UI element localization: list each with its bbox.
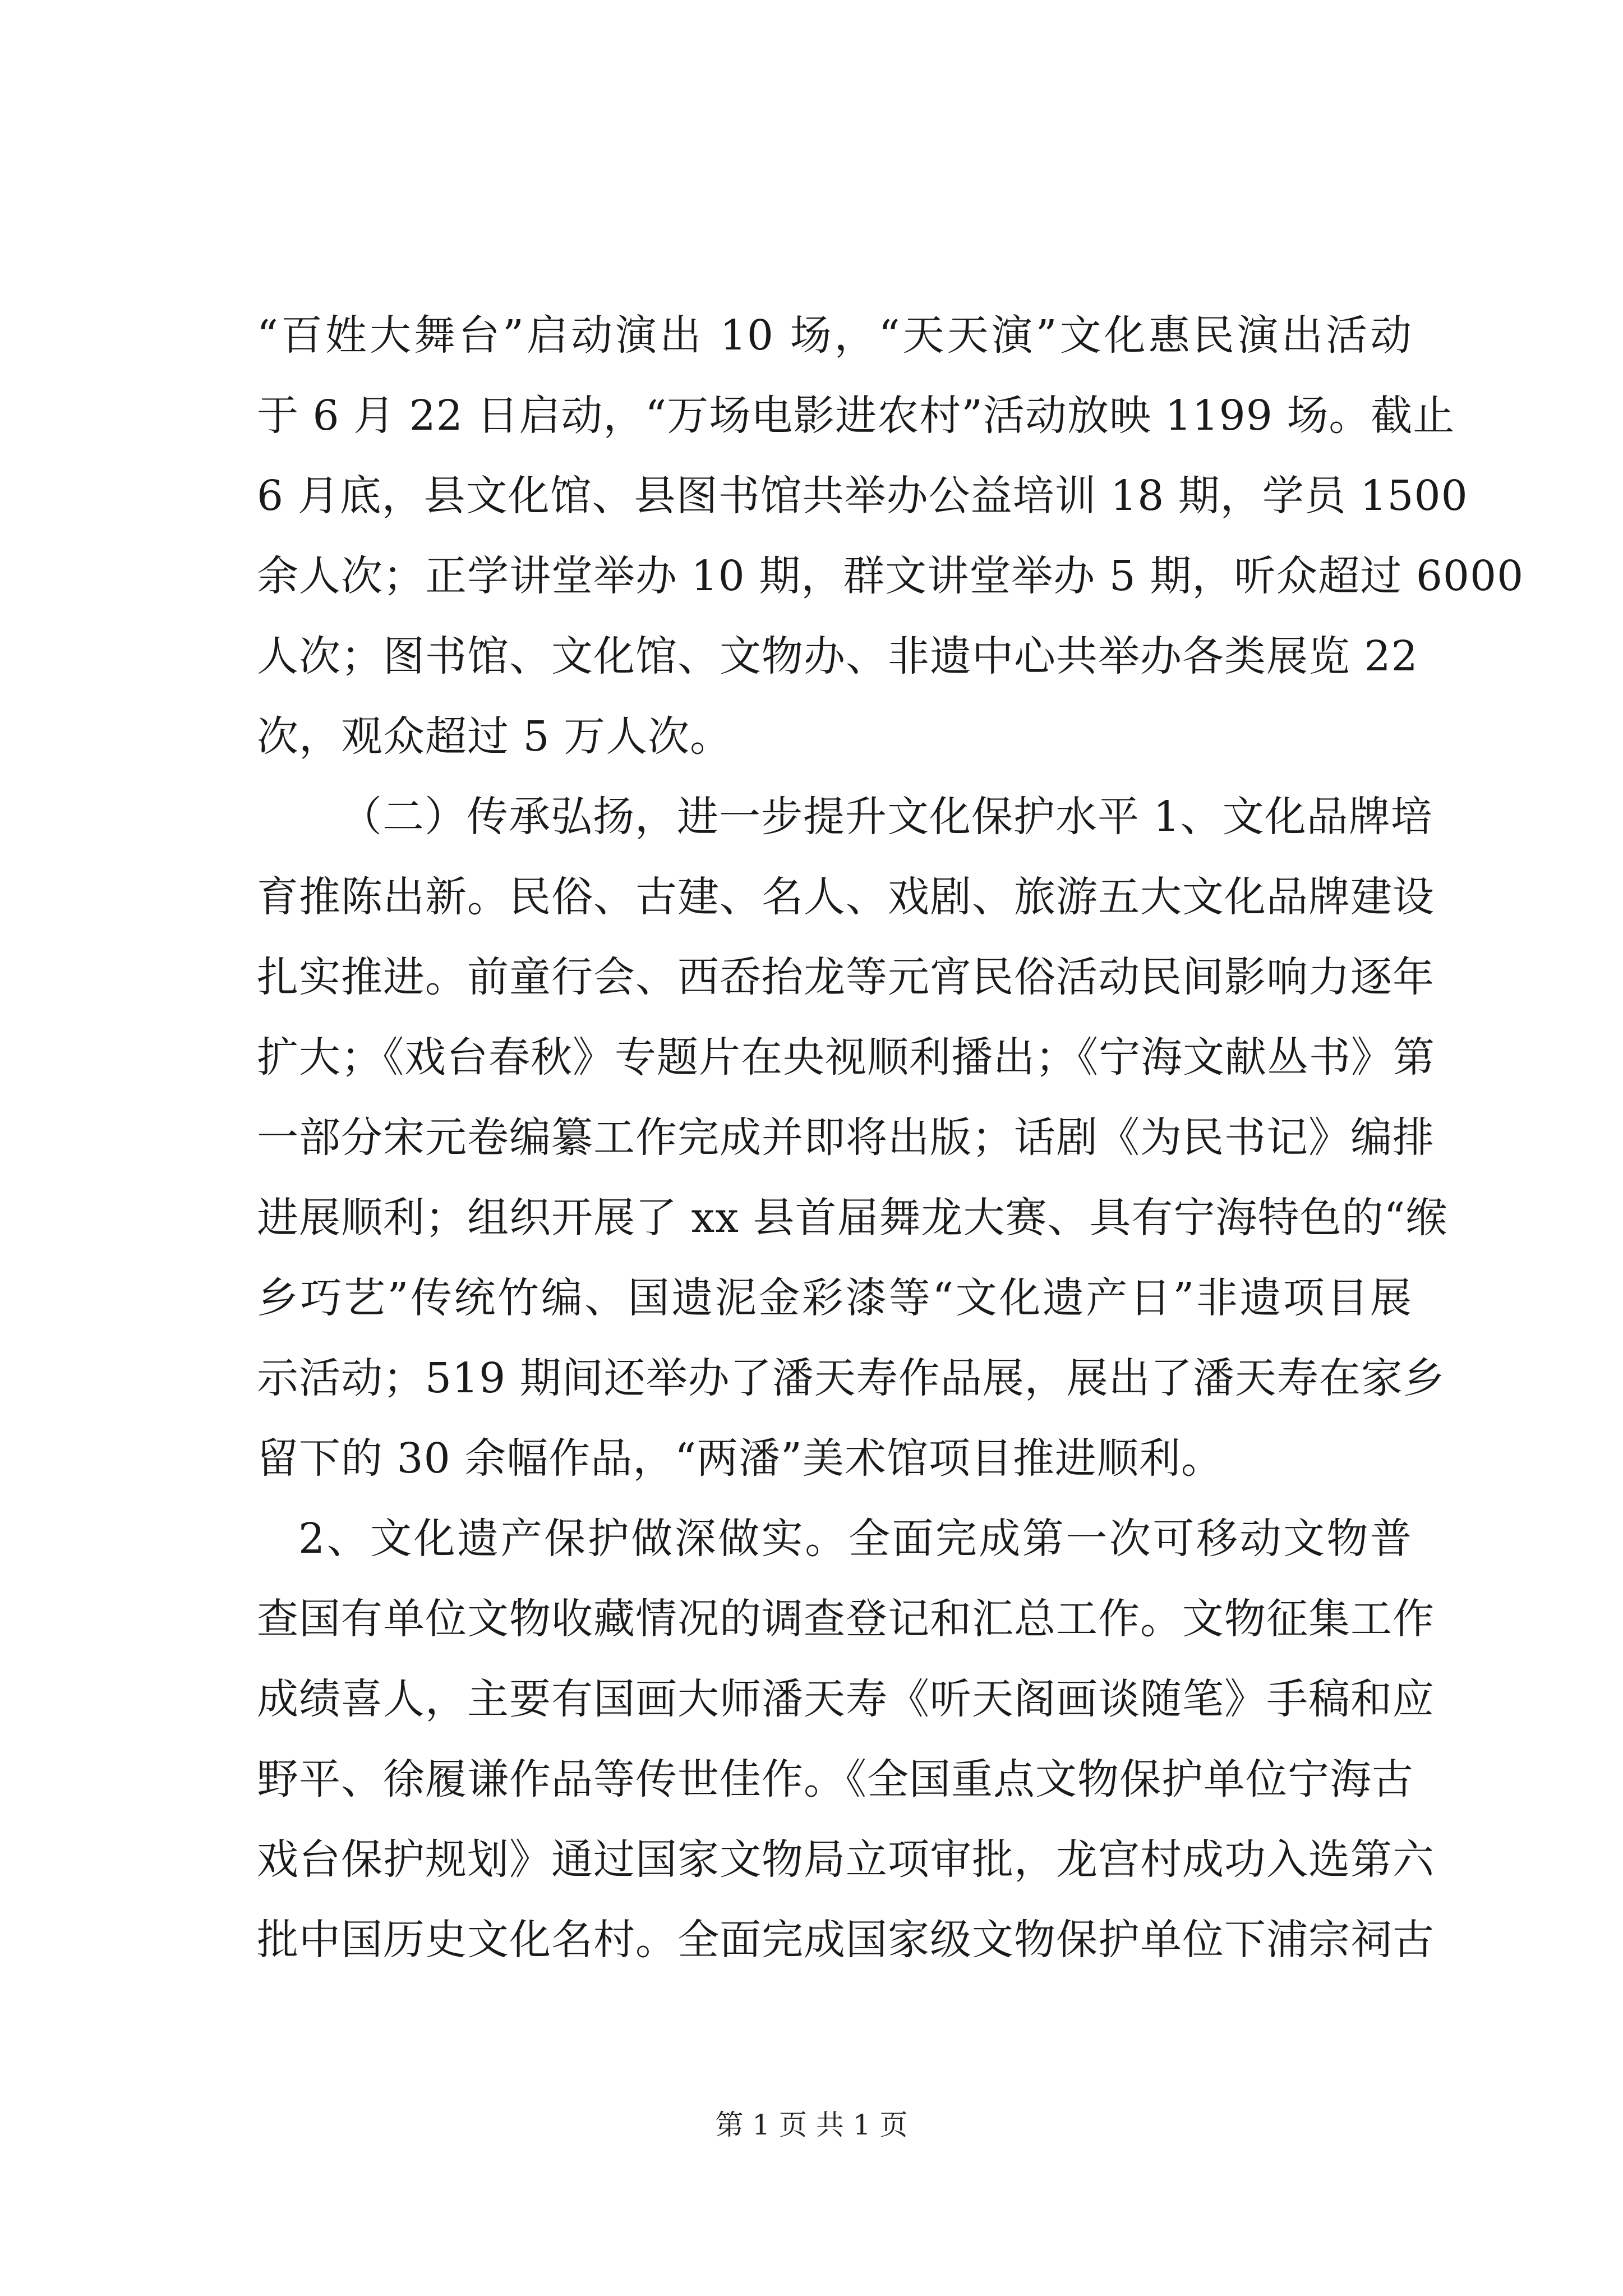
text-line: 扎实推进。前童行会、西岙抬龙等元宵民俗活动民间影响力逐年 — [257, 953, 1435, 1001]
text-line: （二）传承弘扬，进一步提升文化保护水平 1、文化品牌培 — [340, 793, 1433, 841]
text-line: 育推陈出新。民俗、古建、名人、戏剧、旅游五大文化品牌建设 — [257, 873, 1435, 921]
text-line: 野平、徐履谦作品等传世佳作。《全国重点文物保护单位宁海古 — [257, 1755, 1414, 1803]
page-footer: 第 1 页 共 1 页 — [715, 2109, 908, 2141]
text-line: 于 6 月 22 日启动，“万场电影进农村”活动放映 1199 场。截止 — [257, 392, 1455, 440]
text-line: 次，观众超过 5 万人次。 — [257, 712, 732, 761]
text-line: 乡巧艺”传统竹编、国遗泥金彩漆等“文化遗产日”非遗项目展 — [257, 1274, 1412, 1322]
text-line: 进展顺利；组织开展了 xx 县首届舞龙大赛、具有宁海特色的“缑 — [257, 1194, 1448, 1242]
text-line: 2、文化遗产保护做深做实。全面完成第一次可移动文物普 — [298, 1515, 1412, 1563]
text-line: 成绩喜人，主要有国画大师潘天寿《听天阁画谈随笔》手稿和应 — [257, 1675, 1435, 1723]
text-line: 戏台保护规划》通过国家文物局立项审批，龙宫村成功入选第六 — [257, 1835, 1435, 1884]
text-line: 一部分宋元卷编纂工作完成并即将出版；话剧《为民书记》编排 — [257, 1114, 1435, 1162]
text-line: 批中国历史文化名村。全面完成国家级文物保护单位下浦宗祠古 — [257, 1916, 1435, 1964]
text-line: 人次；图书馆、文化馆、文物办、非遗中心共举办各类展览 22 — [257, 632, 1418, 680]
text-line: 示活动；519 期间还举办了潘天寿作品展，展出了潘天寿在家乡 — [257, 1354, 1445, 1402]
text-line: 扩大；《戏台春秋》专题片在央视顺利播出；《宁海文献丛书》第 — [257, 1033, 1435, 1082]
text-line: 留下的 30 余幅作品，“两潘”美术馆项目推进顺利。 — [257, 1434, 1223, 1483]
text-line: 查国有单位文物收藏情况的调查登记和汇总工作。文物征集工作 — [257, 1595, 1435, 1643]
text-line: 余人次；正学讲堂举办 10 期，群文讲堂举办 5 期，听众超过 6000 — [257, 552, 1524, 600]
text-line: 6 月底，县文化馆、县图书馆共举办公益培训 18 期，学员 1500 — [257, 472, 1468, 520]
text-line: “百姓大舞台”启动演出 10 场，“天天演”文化惠民演出活动 — [257, 311, 1412, 360]
